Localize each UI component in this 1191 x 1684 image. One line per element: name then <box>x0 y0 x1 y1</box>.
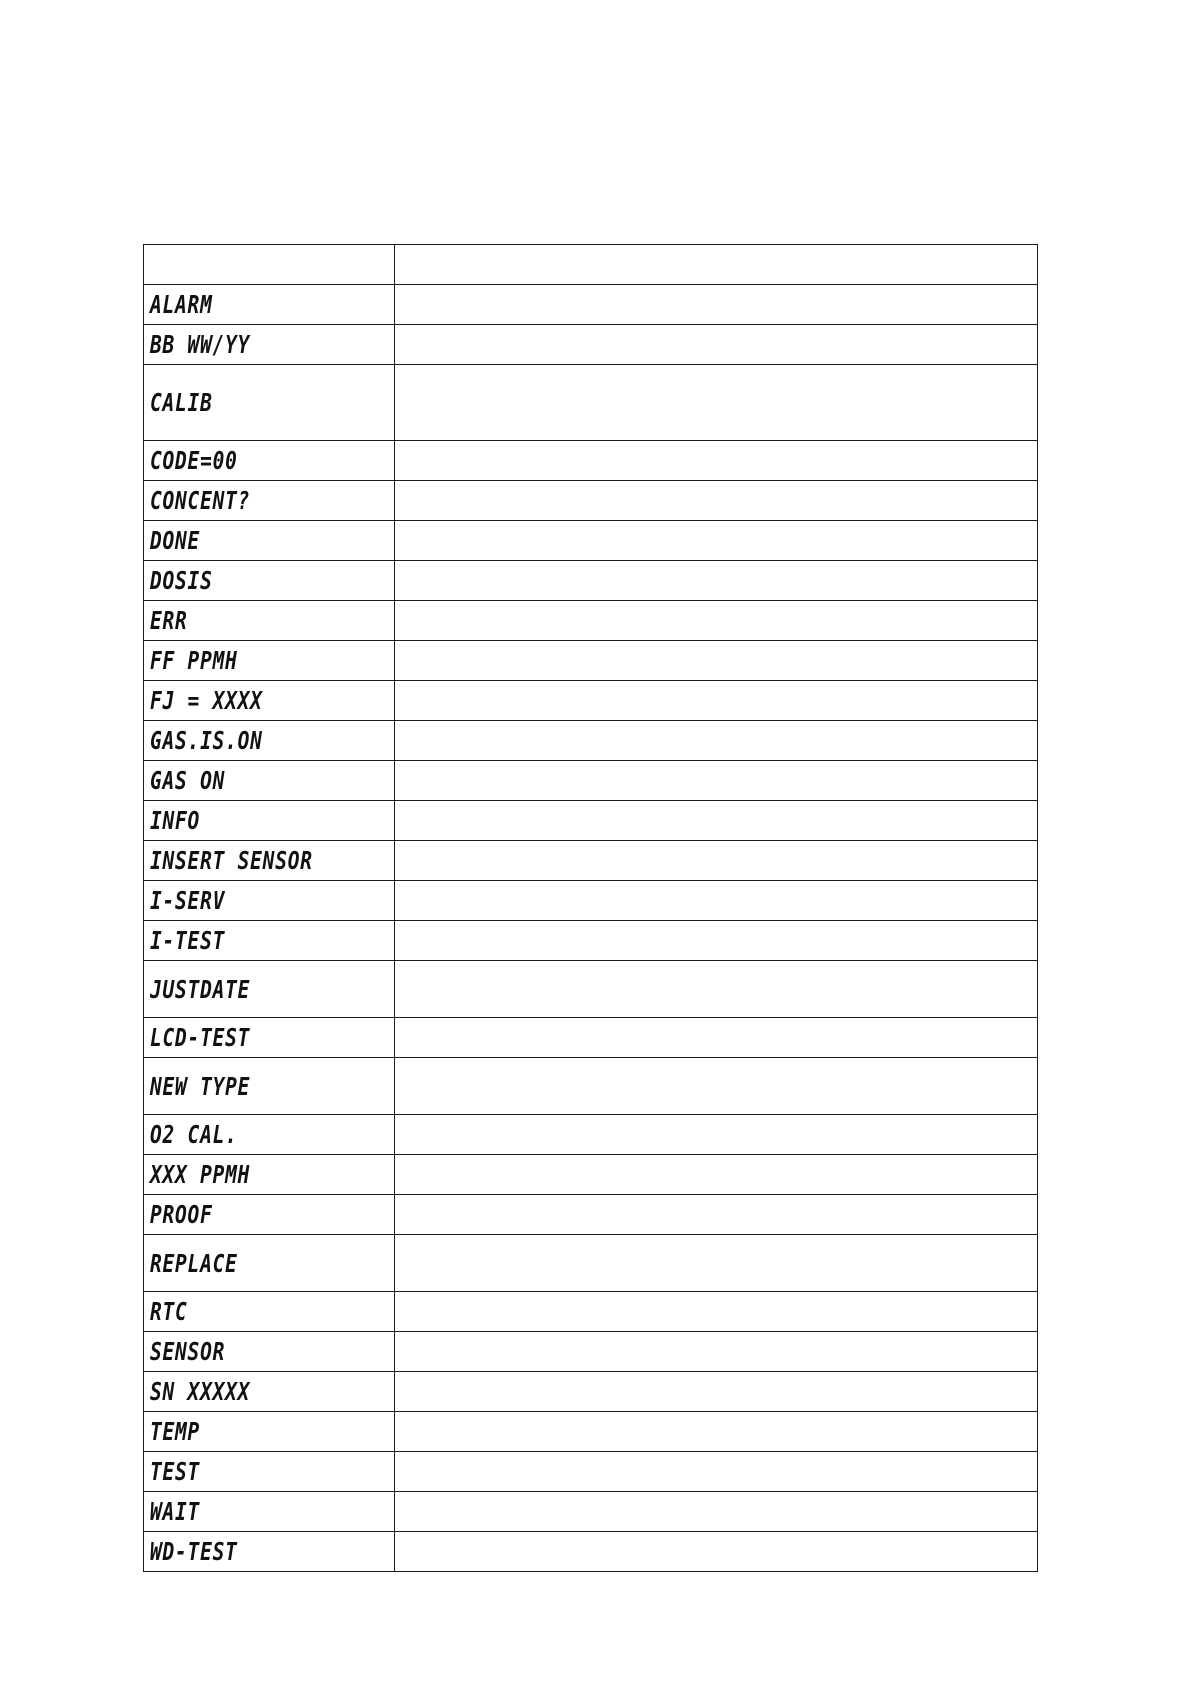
description-cell <box>395 285 1038 325</box>
lcd-message-code: ERR <box>150 606 188 635</box>
lcd-message-code: I-TEST <box>150 926 226 955</box>
table-row <box>144 1235 1038 1292</box>
code-cell <box>144 721 395 761</box>
table-row <box>144 365 1038 441</box>
code-cell <box>144 481 395 521</box>
description-cell <box>395 1292 1038 1332</box>
table-row <box>144 961 1038 1018</box>
header-cell-code <box>144 245 395 285</box>
code-cell <box>144 1492 395 1532</box>
table-row <box>144 1018 1038 1058</box>
table-row <box>144 481 1038 521</box>
lcd-message-code: CODE=00 <box>150 446 238 475</box>
code-cell <box>144 801 395 841</box>
description-cell <box>395 961 1038 1018</box>
display-messages-table <box>143 244 1038 1572</box>
code-cell <box>144 641 395 681</box>
description-cell <box>395 1332 1038 1372</box>
table-row <box>144 721 1038 761</box>
description-cell <box>395 1492 1038 1532</box>
description-cell <box>395 801 1038 841</box>
code-cell <box>144 841 395 881</box>
description-cell <box>395 1235 1038 1292</box>
description-cell <box>395 921 1038 961</box>
code-cell <box>144 441 395 481</box>
table-row <box>144 1492 1038 1532</box>
description-cell <box>395 1412 1038 1452</box>
description-cell <box>395 521 1038 561</box>
table-row <box>144 1332 1038 1372</box>
code-cell <box>144 325 395 365</box>
code-cell <box>144 1115 395 1155</box>
code-cell <box>144 1018 395 1058</box>
lcd-message-code: INFO <box>150 806 201 835</box>
lcd-message-code: PROOF <box>150 1200 213 1229</box>
description-cell <box>395 641 1038 681</box>
description-cell <box>395 841 1038 881</box>
description-cell <box>395 481 1038 521</box>
lcd-message-code: TEMP <box>150 1417 201 1446</box>
table-row <box>144 841 1038 881</box>
description-cell <box>395 761 1038 801</box>
table-row <box>144 325 1038 365</box>
lcd-message-code: I-SERV <box>150 886 226 915</box>
lcd-message-code: JUSTDATE <box>150 974 251 1004</box>
code-cell <box>144 1532 395 1572</box>
table-row <box>144 1452 1038 1492</box>
description-cell <box>395 1115 1038 1155</box>
lcd-message-code: SN XXXXX <box>150 1377 251 1406</box>
lcd-message-code: WAIT <box>150 1497 201 1526</box>
lcd-message-code: O2 CAL. <box>150 1120 238 1149</box>
table-row <box>144 441 1038 481</box>
table-row <box>144 1372 1038 1412</box>
lcd-message-code: SENSOR <box>150 1337 226 1366</box>
description-cell <box>395 681 1038 721</box>
header-cell-description <box>395 245 1038 285</box>
table-row <box>144 761 1038 801</box>
table-row <box>144 921 1038 961</box>
table-row <box>144 1115 1038 1155</box>
code-cell <box>144 285 395 325</box>
lcd-message-code: GAS ON <box>150 766 226 795</box>
table-row <box>144 1412 1038 1452</box>
lcd-message-code: CALIB <box>150 388 213 417</box>
lcd-message-code: DOSIS <box>150 566 213 595</box>
lcd-message-code: BB WW/YY <box>150 330 251 359</box>
description-cell <box>395 1532 1038 1572</box>
table-row <box>144 601 1038 641</box>
table-row <box>144 285 1038 325</box>
code-cell <box>144 1372 395 1412</box>
description-cell <box>395 1195 1038 1235</box>
table-row <box>144 1292 1038 1332</box>
code-cell <box>144 561 395 601</box>
code-cell <box>144 1235 395 1292</box>
lcd-message-code: FF PPMH <box>150 646 238 675</box>
lcd-message-code: XXX PPMH <box>150 1160 251 1189</box>
description-cell <box>395 1018 1038 1058</box>
lcd-message-code: ALARM <box>150 290 213 319</box>
lcd-message-code: DONE <box>150 526 201 555</box>
lcd-message-code: INSERT SENSOR <box>150 846 313 875</box>
table-row <box>144 881 1038 921</box>
description-cell <box>395 441 1038 481</box>
description-cell <box>395 601 1038 641</box>
table-row <box>144 561 1038 601</box>
lcd-message-code: TEST <box>150 1457 201 1486</box>
code-cell <box>144 961 395 1018</box>
lcd-message-code: CONCENT? <box>150 486 251 515</box>
code-cell <box>144 1412 395 1452</box>
description-cell <box>395 1155 1038 1195</box>
lcd-message-code: NEW TYPE <box>150 1071 251 1101</box>
table-row <box>144 641 1038 681</box>
table-row <box>144 1532 1038 1572</box>
table-row <box>144 681 1038 721</box>
description-cell <box>395 325 1038 365</box>
table-row <box>144 1155 1038 1195</box>
lcd-message-code: WD-TEST <box>150 1537 238 1566</box>
code-cell <box>144 921 395 961</box>
table-row <box>144 801 1038 841</box>
code-cell <box>144 1155 395 1195</box>
table-header-row <box>144 245 1038 285</box>
code-cell <box>144 1332 395 1372</box>
code-cell <box>144 881 395 921</box>
table-body <box>144 245 1038 1572</box>
code-cell <box>144 1058 395 1115</box>
code-cell <box>144 1292 395 1332</box>
code-cell <box>144 601 395 641</box>
code-cell <box>144 681 395 721</box>
description-cell <box>395 1372 1038 1412</box>
description-cell <box>395 1058 1038 1115</box>
table-row <box>144 1195 1038 1235</box>
lcd-message-code: GAS.IS.ON <box>150 726 263 755</box>
table-row <box>144 1058 1038 1115</box>
code-cell <box>144 761 395 801</box>
description-cell <box>395 365 1038 441</box>
description-cell <box>395 721 1038 761</box>
table-row <box>144 521 1038 561</box>
description-cell <box>395 881 1038 921</box>
lcd-message-code: RTC <box>150 1297 188 1326</box>
lcd-message-code: LCD-TEST <box>150 1023 251 1052</box>
code-cell <box>144 1195 395 1235</box>
code-cell <box>144 365 395 441</box>
lcd-message-code: FJ = XXXX <box>150 686 263 715</box>
code-cell <box>144 1452 395 1492</box>
code-cell <box>144 521 395 561</box>
description-cell <box>395 1452 1038 1492</box>
lcd-message-code: REPLACE <box>150 1248 238 1278</box>
description-cell <box>395 561 1038 601</box>
